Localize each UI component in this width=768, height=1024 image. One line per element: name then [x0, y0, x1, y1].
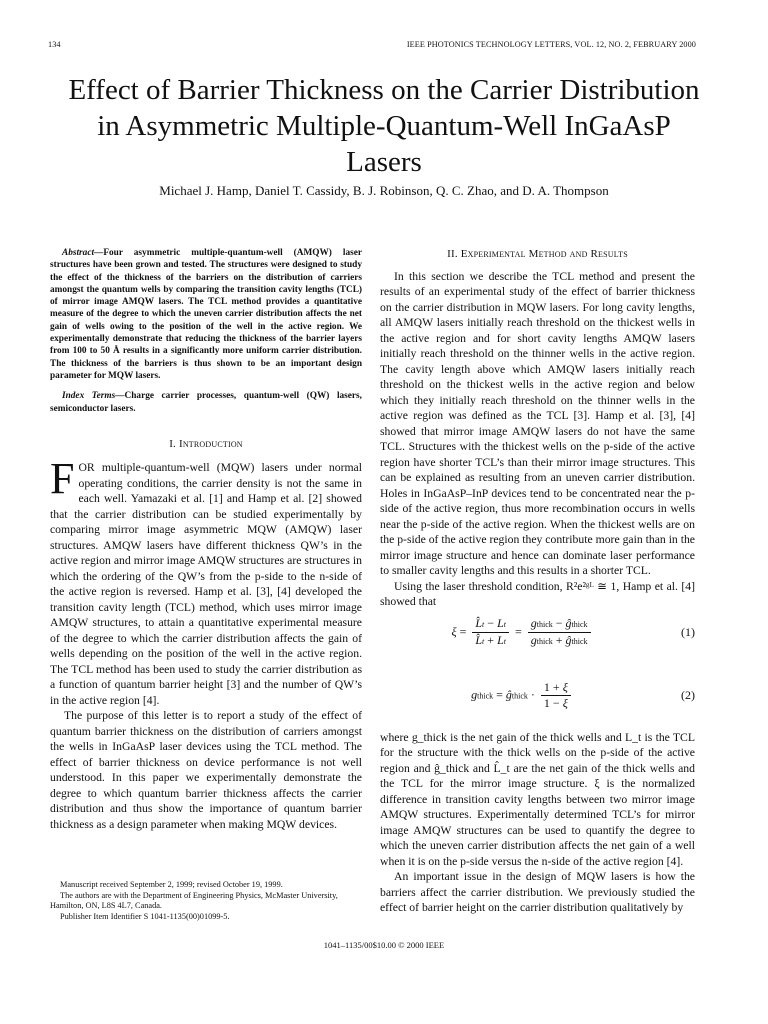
experimental-paragraph-4: An important issue in the design of MQW lasers is how the barriers affect the carrier distribution. We previously studied the effect of barrier height on the carrier distribution qualitatively by: [380, 870, 695, 914]
footnote: Publisher Item Identifier S 1041-1135(00)01099-5.: [60, 911, 230, 921]
index-terms-label: Index Terms—: [62, 391, 125, 402]
intro-paragraph-1-text: OR multiple-quantum-well (MQW) lasers under normal operating conditions, the carrier density is not the same in each well. Yamazaki et al. [1] and Hamp et al. [2] showed that the carrier distribution can be studied experimentally by comparing mirror image asymmetric MQW (AMQW) laser structures. AMQW lasers have different thickness QW’s in the active region and mirror image AMQW structures are structures in which the ordering of the QW’s from the p-side to the n-side of the active region is reversed. Hamp et al. [3], [4] developed the transition cavity length (TCL) method, which uses mirror image AMQW structures, to attain a quantitative experimental measure of the degree to which the carrier distribution affects the gain of wells depending on the position of the well in the active region. The TCL method has been used to study the carrier distribution as a function of quantum barrier height [3] and the number of QW’s in the active region [4].: [50, 461, 362, 707]
equation-2-math: gthick = ĝthick · $\frac{1 + \xi}{1 - \xi}$: [380, 680, 665, 711]
abstract-text: Four asymmetric multiple-quantum-well (AMQW) laser structures have been grown and tested. The structures were designed to study the effect of the thickness of the barriers on the distribution of carriers amongst the quantum wells by comparing the transition cavity lengths (TCL) of mirror image AMQW lasers. The TCL method provides a quantitative measure of the degree to which the uneven carrier distribution affects the net gain of wells owing to the position of the well in the active region. We experimentally demonstrate that reducing the thickness of the barrier layers from 100 to 50 Å results in a significantly more uniform carrier distribution. The thickness of the barriers is thus shown to be an important design parameter for MQW lasers.: [50, 248, 362, 381]
experimental-paragraph-1: In this section we describe the TCL method and present the results of an experimental study of the effect of barrier thickness on the carrier distribution in MQW lasers. For long cavity lengths, all AMQW lasers initially reach threshold on the thickest wells in the active region and for short cavity lengths AMQW lasers initially reach threshold on the thinner wells in the active region. The cavity length above which AMQW lasers initially reach threshold on the thickest wells in the active region and below which they initially reach threshold on the thinner wells in the active region was defined as the TCL [3]. Hamp et al. [3], [4] showed that mirror image AMQW lasers do not have the same TCL. Structures with the thickest wells on the p-side of the active region have shorter TCL’s than their mirror image structures. This can be explained as resulting from an uneven carrier distribution. Holes in InGaAsP–InP devices tend to be concentrated near the p-side of the active region, thus more recombination occurs in wells near the p-side of the active region. When the thickest wells are on the p-side of the active region they contribute more gain than in the mirror image structure and hence can dominate laser performance to smaller cavity lengths and this results in a shorter TCL.: [380, 269, 695, 577]
equation-1: [380, 610, 695, 656]
title-line: Effect of Barrier Thickness on the Carrier Distribution: [68, 74, 700, 106]
footnote: Manuscript received September 2, 1999; revised October 19, 1999.: [60, 880, 283, 889]
paper-title: [30, 72, 738, 180]
drop-cap: F: [50, 454, 75, 504]
author-list: Michael J. Hamp, Daniel T. Cassidy, B. J. Robinson, Q. C. Zhao, and D. A. Thompson: [159, 183, 609, 198]
equation-2: [380, 668, 695, 724]
intro-paragraph-1: [50, 454, 362, 708]
index-terms-text: Charge carrier processes, quantum-well (QW) lasers, semiconductor lasers.: [50, 391, 362, 414]
index-terms: [50, 390, 362, 415]
equation-2-number: (2): [681, 687, 695, 702]
equation-1-math: ξ = $\frac{L̂t - Lt}{L̂t + Lt}$ = $\frac{\text{gthick − ĝthick}}{\text{gthick + ĝthick}}$: [380, 616, 665, 649]
left-column: [50, 247, 362, 832]
footnote: The authors are with the Department of Engineering Physics, McMaster University, Hamilton, ON, L8S 4L7, Canada.: [50, 890, 338, 911]
intro-paragraph-2: The purpose of this letter is to report a study of the effect of quantum barrier thickness on the distribution of carriers amongst the wells in InGaAsP laser devices using the TCL method. The effect of barrier thickness on device performance is not well understood. In this paper we experimentally demonstrate the degree to which quantum barrier thickness affects the carrier distribution and thus show the importance of quantum barrier thickness as a design parameter when making MQW devices.: [50, 709, 362, 831]
running-head: [48, 40, 696, 49]
experimental-paragraph-2: Using the laser threshold condition, R²e²ᵍᴸ ≅ 1, Hamp et al. [4] showed that: [380, 579, 695, 608]
section-heading-experimental: II. Experimental Method and Results: [447, 248, 628, 260]
journal-citation: IEEE PHOTONICS TECHNOLOGY LETTERS, VOL. 12, NO. 2, FEBRUARY 2000: [406, 40, 696, 49]
right-column: [380, 247, 695, 916]
page-number: 134: [48, 40, 61, 49]
title-line: in Asymmetric Multiple-Quantum-Well InGaAsP: [97, 110, 671, 142]
abstract: [50, 247, 362, 382]
equation-1-number: (1): [681, 624, 695, 639]
section-heading-introduction: I. Introduction: [169, 437, 243, 450]
copyright-code: 1041–1135/00$10.00 © 2000 IEEE: [323, 940, 445, 950]
title-line: Lasers: [346, 146, 422, 178]
experimental-paragraph-3: where g_thick is the net gain of the thick wells and L_t is the TCL for the structure with the thick wells on the p-side of the active region and ĝ_thick and L̂_t are the net gain of the thick wells and the TCL for the mirror image structure. ξ is the normalized difference in transition cavity lengths between two mirror image AMQW structures. Experimentally determined TCL’s for mirror image AMQW structures can be used to quantify the degree to which the uneven carrier distribution affects the net gain of a well when it is on the p-side versus the n-side of the active region [4].: [380, 730, 695, 868]
footnotes: [50, 880, 362, 922]
abstract-label: Abstract—: [62, 248, 104, 258]
